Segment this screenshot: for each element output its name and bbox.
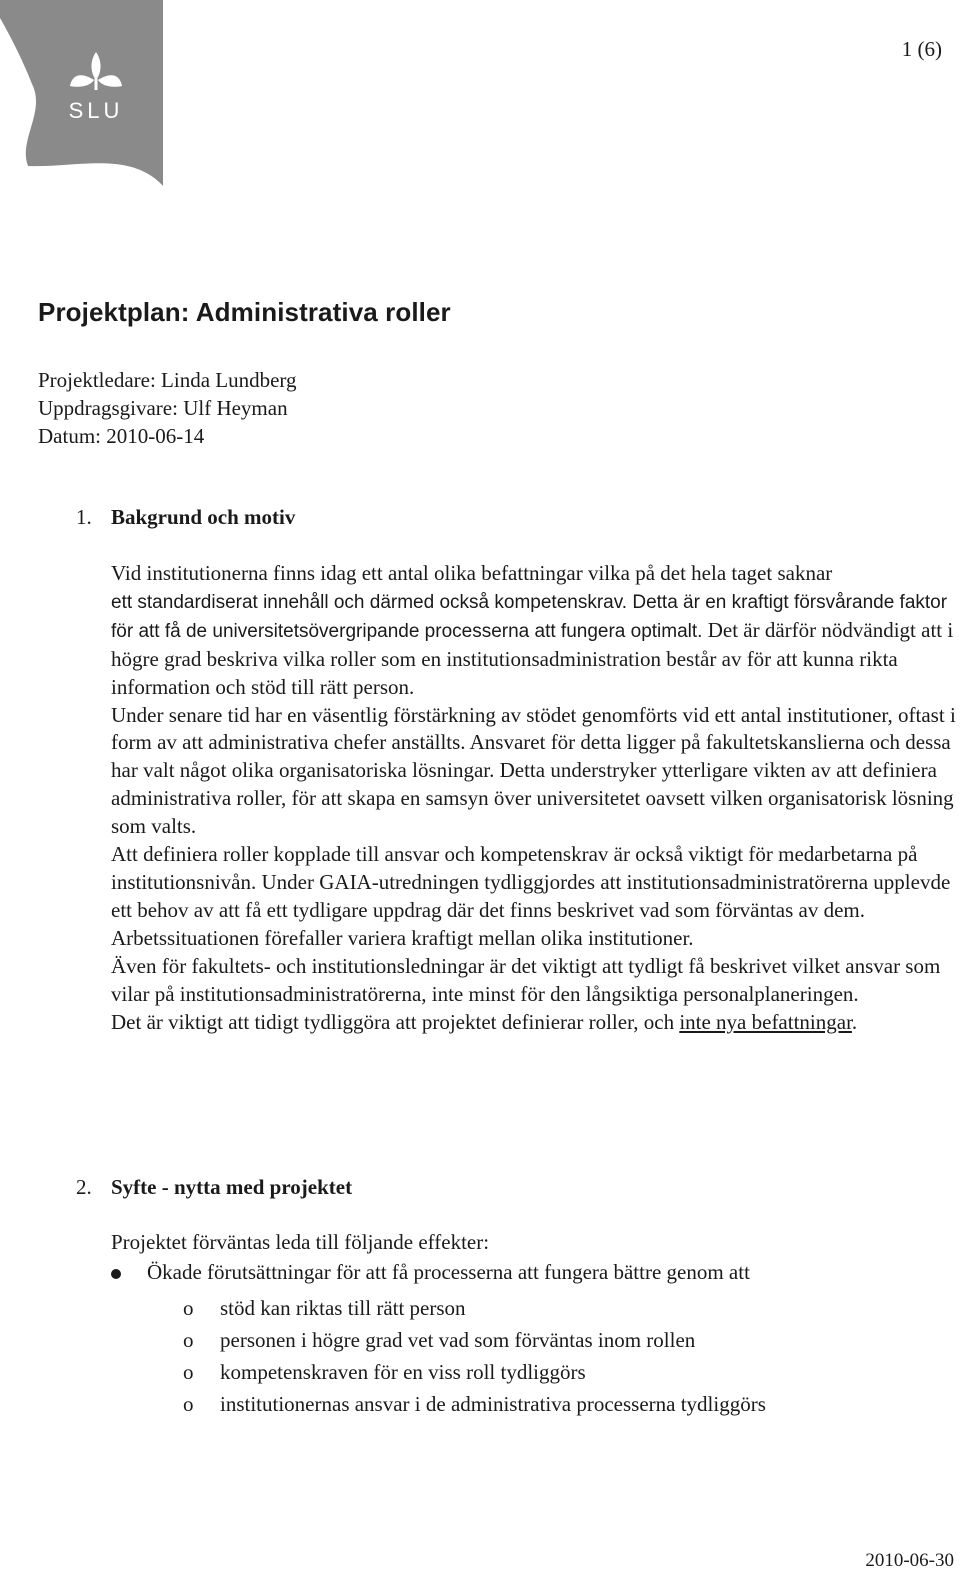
paragraph-5-prefix: Det är viktigt att tidigt tydliggöra att projektet definierar roller, och bbox=[111, 1009, 680, 1034]
section-2-heading bbox=[76, 1175, 352, 1200]
slu-logo bbox=[0, 0, 166, 188]
sub-bullet-marker: o bbox=[183, 1360, 194, 1384]
section-2-intro: Projektet förväntas leda till följande effekter: bbox=[111, 1230, 490, 1254]
sub-bullet-marker: o bbox=[183, 1392, 194, 1416]
logo-banner-shape bbox=[0, 0, 163, 186]
client: Uppdragsgivare: Ulf Heyman bbox=[38, 396, 288, 420]
sub-bullet-text: institutionernas ansvar i de administrativa processerna tydliggörs bbox=[220, 1392, 766, 1416]
document-title: Projektplan: Administrativa roller bbox=[38, 297, 451, 327]
paragraph-2: Under senare tid har en väsentlig förstärkning av stödet genomförts vid ett antal institutioner, oftast i form av att administrativa chefer anställts. Ansvaret för detta ligger på fakultetskanslierna och dessa har valt något olika organisatoriska lösningar. Detta understryker ytterligare vikten av att definiera administrativa roller, för att skapa en samsyn över universitetet oavsett vilken organisatorisk lösning som valts. bbox=[111, 702, 956, 839]
project-leader: Projektledare: Linda Lundberg bbox=[38, 368, 297, 392]
section-1-title: Bakgrund och motiv bbox=[111, 505, 296, 529]
paragraph-5-suffix: . bbox=[851, 1009, 858, 1034]
sub-bullet-marker: o bbox=[183, 1296, 194, 1320]
section-2-number: 2. bbox=[76, 1175, 92, 1199]
paragraph-1 bbox=[111, 560, 957, 702]
sub-bullet-text: stöd kan riktas till rätt person bbox=[220, 1296, 466, 1320]
document-date: Datum: 2010-06-14 bbox=[38, 424, 205, 448]
sub-bullet-marker: o bbox=[183, 1328, 194, 1352]
sub-bullet-text: personen i högre grad vet vad som förväntas inom rollen bbox=[220, 1328, 696, 1352]
paragraph-1-rest: Det är därför nödvändigt att i högre grad beskriva vilka roller som en institutionsadministration består av för att kunna rikta information och stöd till rätt person. bbox=[111, 617, 954, 699]
section-1-body bbox=[111, 560, 957, 1036]
paragraph-3: Att definiera roller kopplade till ansvar och kompetenskrav är också viktigt för medarbetarna på institutionsnivån. Under GAIA-utredningen tydliggjordes att institutionsadministratörerna upplevde ett behov av att få ett tydligare uppdrag där det finns beskrivet vad som förväntas av dem. Arbetssituationen förefaller variera kraftigt mellan olika institutioner. bbox=[111, 842, 951, 950]
paragraph-5 bbox=[111, 1009, 957, 1037]
bullet-dot-icon bbox=[111, 1269, 121, 1279]
section-2-title: Syfte - nytta med projektet bbox=[111, 1175, 353, 1199]
footer-date: 2010-06-30 bbox=[865, 1550, 954, 1571]
bullet-text: Ökade förutsättningar för att få processerna att fungera bättre genom att bbox=[147, 1260, 750, 1284]
page-number: 1 (6) bbox=[901, 37, 942, 61]
section-1-number: 1. bbox=[76, 505, 92, 529]
paragraph-1-sans: ett standardiserat innehåll och därmed också kompetenskrav. Detta är en kraftigt försvårande faktor för att få de universitetsövergripande processerna att fungera optimalt. bbox=[111, 591, 948, 642]
section-1-heading bbox=[76, 505, 295, 530]
underlined-emphasis: inte nya befattningar bbox=[679, 1009, 852, 1034]
logo-text: SLU bbox=[68, 98, 124, 123]
paragraph-1-line-1: Vid institutionerna finns idag ett antal olika befattningar vilka på det hela taget saknar bbox=[111, 561, 833, 585]
sub-bullet-text: kompetenskraven för en viss roll tydliggörs bbox=[220, 1360, 586, 1384]
document-meta bbox=[38, 366, 297, 450]
paragraph-4: Även för fakultets- och institutionsledningar är det viktigt att tydligt få beskrivet vilket ansvar som vilar på institutionsadministratörerna, inte minst för den långsiktiga personalplaneringen. bbox=[111, 953, 941, 1006]
